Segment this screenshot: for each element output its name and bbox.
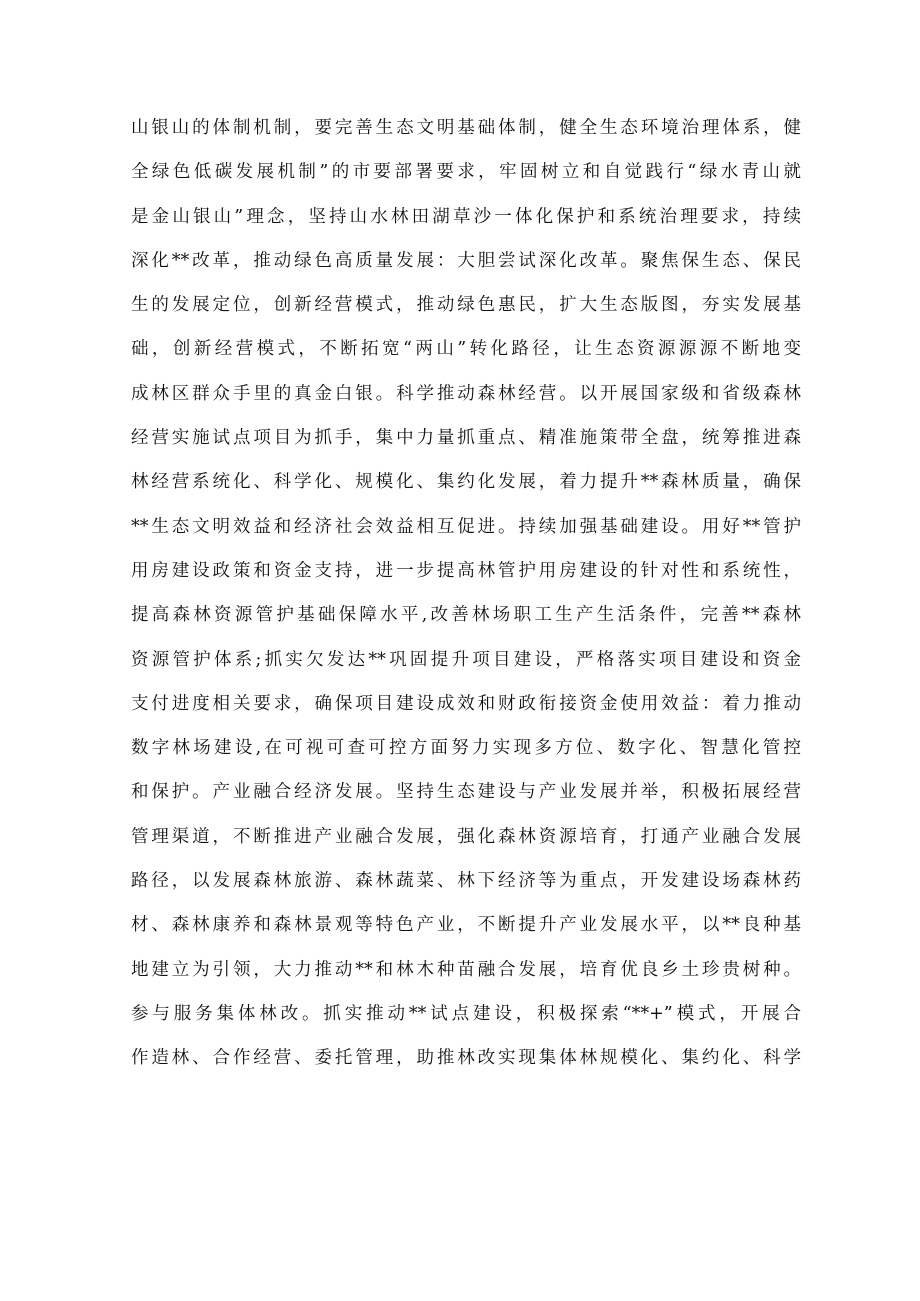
text-line-7: 成林区群众手里的真金白银。科学推动森林经营。以开展国家级和省级森林 <box>131 383 801 404</box>
text-line-2: 全绿色低碳发展机制”的市要部署要求，牢固树立和自觉践行“绿水青山就 <box>131 162 801 183</box>
text-line-9: 林经营系统化、科学化、规模化、集约化发展，着力提升**森林质量，确保 <box>131 472 801 493</box>
text-line-11: 用房建设政策和资金支持，进一步提高林管护用房建设的针对性和系统性， <box>131 560 801 581</box>
text-line-15: 数字林场建设,在可视可查可控方面努力实现多方位、数字化、智慧化管控 <box>131 738 801 759</box>
text-line-6: 础，创新经营模式，不断拓宽“两山”转化路径，让生态资源源源不断地变 <box>131 339 801 360</box>
text-line-1: 山银山的体制机制，要完善生态文明基础体制，健全生态环境治理体系，健 <box>131 118 801 138</box>
text-line-4: 深化**改革，推动绿色高质量发展：大胆尝试深化改革。聚焦保生态、保民 <box>131 250 801 271</box>
text-line-10: **生态文明效益和经济社会效益相互促进。持续加强基础建设。用好**管护 <box>131 516 801 537</box>
text-line-5: 生的发展定位，创新经营模式，推动绿色惠民，扩大生态版图，夯实发展基 <box>131 295 801 316</box>
text-line-12: 提高森林资源管护基础保障水平,改善林场职工生产生活条件，完善**森林 <box>131 605 801 626</box>
body-paragraph <box>131 106 801 1081</box>
text-line-22: 作造林、合作经营、委托管理，助推林改实现集体林规模化、集约化、科学 <box>131 1048 801 1069</box>
text-line-16: 和保护。产业融合经济发展。坚持生态建设与产业发展并举，积极拓展经营 <box>131 782 801 803</box>
text-line-19: 材、森林康养和森林景观等特色产业，不断提升产业发展水平，以**良种基 <box>131 915 801 936</box>
text-line-8: 经营实施试点项目为抓手，集中力量抓重点、精准施策带全盘，统筹推进森 <box>131 428 801 449</box>
text-line-17: 管理渠道，不断推进产业融合发展，强化森林资源培育，打通产业融合发展 <box>131 826 801 847</box>
text-line-13: 资源管护体系;抓实欠发达**巩固提升项目建设，严格落实项目建设和资金 <box>131 649 801 670</box>
text-line-3: 是金山银山”理念，坚持山水林田湖草沙一体化保护和系统治理要求，持续 <box>131 206 801 227</box>
text-line-18: 路径，以发展森林旅游、森林蔬菜、林下经济等为重点，开发建设场森林药 <box>131 871 801 892</box>
text-line-21: 参与服务集体林改。抓实推动**试点建设，积极探索“**+”模式，开展合 <box>131 1003 801 1024</box>
text-line-20: 地建立为引领，大力推动**和林木种苗融合发展，培育优良乡土珍贵树种。 <box>131 959 801 980</box>
text-line-14: 支付进度相关要求，确保项目建设成效和财政衔接资金使用效益：着力推动 <box>131 693 801 714</box>
